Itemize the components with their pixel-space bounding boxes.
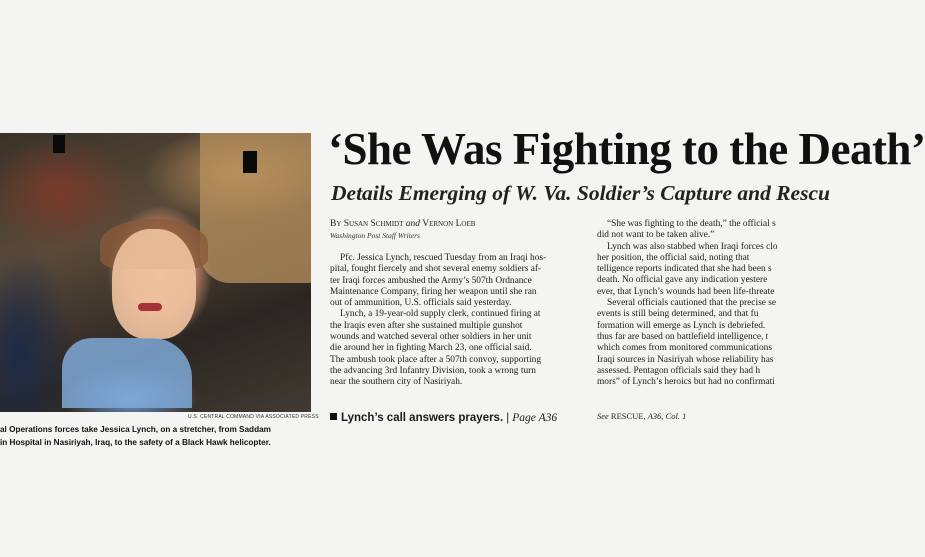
jump-reference — [597, 411, 686, 421]
text-line: ever, that Lynch’s wounds had been life-threate — [597, 286, 775, 297]
text-line: ter Iraqi forces ambushed the Army’s 507th Ordnance — [330, 275, 532, 286]
text-line: Several officials cautioned that the precise se — [607, 298, 777, 309]
text-line: events is still being determined, and that fu — [597, 309, 759, 320]
text-line: “She was fighting to the death,” the official s — [607, 219, 776, 229]
text-line: Iraqi sources in Nasiriyah whose reliability has — [597, 354, 774, 365]
text-line: the advancing 3rd Infantry Division, took a wrong turn — [330, 365, 536, 376]
text-line: assessed. Pentagon officials said they had h — [597, 365, 761, 376]
teaser-separator: | — [506, 410, 510, 424]
text-line: Pfc. Jessica Lynch, rescued Tuesday from an Iraqi hos- — [340, 253, 547, 263]
text-line: death. No official gave any indication yestere — [597, 275, 768, 286]
patient-face — [112, 229, 196, 339]
text-line: The ambush took place after a 507th convoy, supporting — [330, 354, 542, 365]
text-line: pital, fought fiercely and shot several enemy soldiers af- — [330, 264, 542, 275]
text-line: out of ammunition, U.S. officials said yesterday. — [330, 298, 512, 309]
text-line: Maintenance Company, firing her weapon until she ran — [330, 286, 537, 297]
byline — [330, 219, 475, 230]
text-line: did not want to be taken alive.” — [597, 230, 715, 241]
text-line: Lynch was also stabbed when Iraqi forces clo — [607, 241, 778, 252]
patient-mouth — [138, 303, 162, 311]
byline-author: Vernon Loeb — [422, 219, 476, 229]
text-line: telligence reports indicated that she had been s — [597, 264, 772, 275]
subheadline: Details Emerging of W. Va. Soldier’s Capture and Rescu — [331, 181, 830, 205]
text-line: mors” of Lynch’s heroics but had no confirmati — [597, 377, 775, 388]
square-bullet-icon — [330, 413, 337, 420]
text-line: Lynch, a 19-year-old supply clerk, continued firing at — [340, 309, 541, 320]
text-line: near the southern city of Nasiriyah. — [330, 377, 463, 388]
photo-credit: U.S. CENTRAL COMMAND VIA ASSOCIATED PRESS — [188, 414, 319, 420]
text-line: thus far are based on battlefield intelligence, t — [597, 331, 769, 342]
text-line: her position, the official said, noting that — [597, 252, 750, 263]
jump-prefix: See — [597, 411, 609, 421]
byline-staff: Washington Post Staff Writers — [330, 231, 420, 240]
text-line: formation will emerge as Lynch is debriefed. — [597, 320, 766, 331]
blue-blanket — [62, 338, 192, 408]
text-line: the Iraqis even after she sustained multiple gunshot — [330, 320, 523, 331]
news-photo — [0, 133, 311, 412]
text-line: which comes from monitored communications — [597, 343, 772, 354]
article-column-2 — [597, 219, 800, 388]
related-story-teaser — [330, 408, 557, 426]
headline: ‘She Was Fighting to the Death’ — [328, 124, 925, 174]
photo-caption — [0, 423, 311, 449]
teaser-title: Lynch’s call answers prayers. — [341, 412, 504, 424]
article-column-1 — [330, 253, 580, 389]
teaser-page: Page A36 — [512, 412, 558, 424]
caption-line: in Hospital in Nasiriyah, Iraq, to the safety of a Black Hawk helicopter. — [0, 438, 271, 447]
byline-author: By Susan Schmidt — [330, 219, 404, 229]
redaction-box — [243, 151, 257, 173]
text-line: die around her in fighting March 23, one official said. — [330, 343, 532, 354]
jump-word: RESCUE — [610, 411, 644, 421]
redaction-box — [53, 135, 65, 153]
jump-ref: , A36, Col. 1 — [643, 411, 687, 421]
text-line: wounds and watched several other soldiers in her unit — [330, 332, 532, 343]
byline-and: and — [405, 219, 421, 229]
caption-line: al Operations forces take Jessica Lynch, on a stretcher, from Saddam — [0, 425, 271, 434]
